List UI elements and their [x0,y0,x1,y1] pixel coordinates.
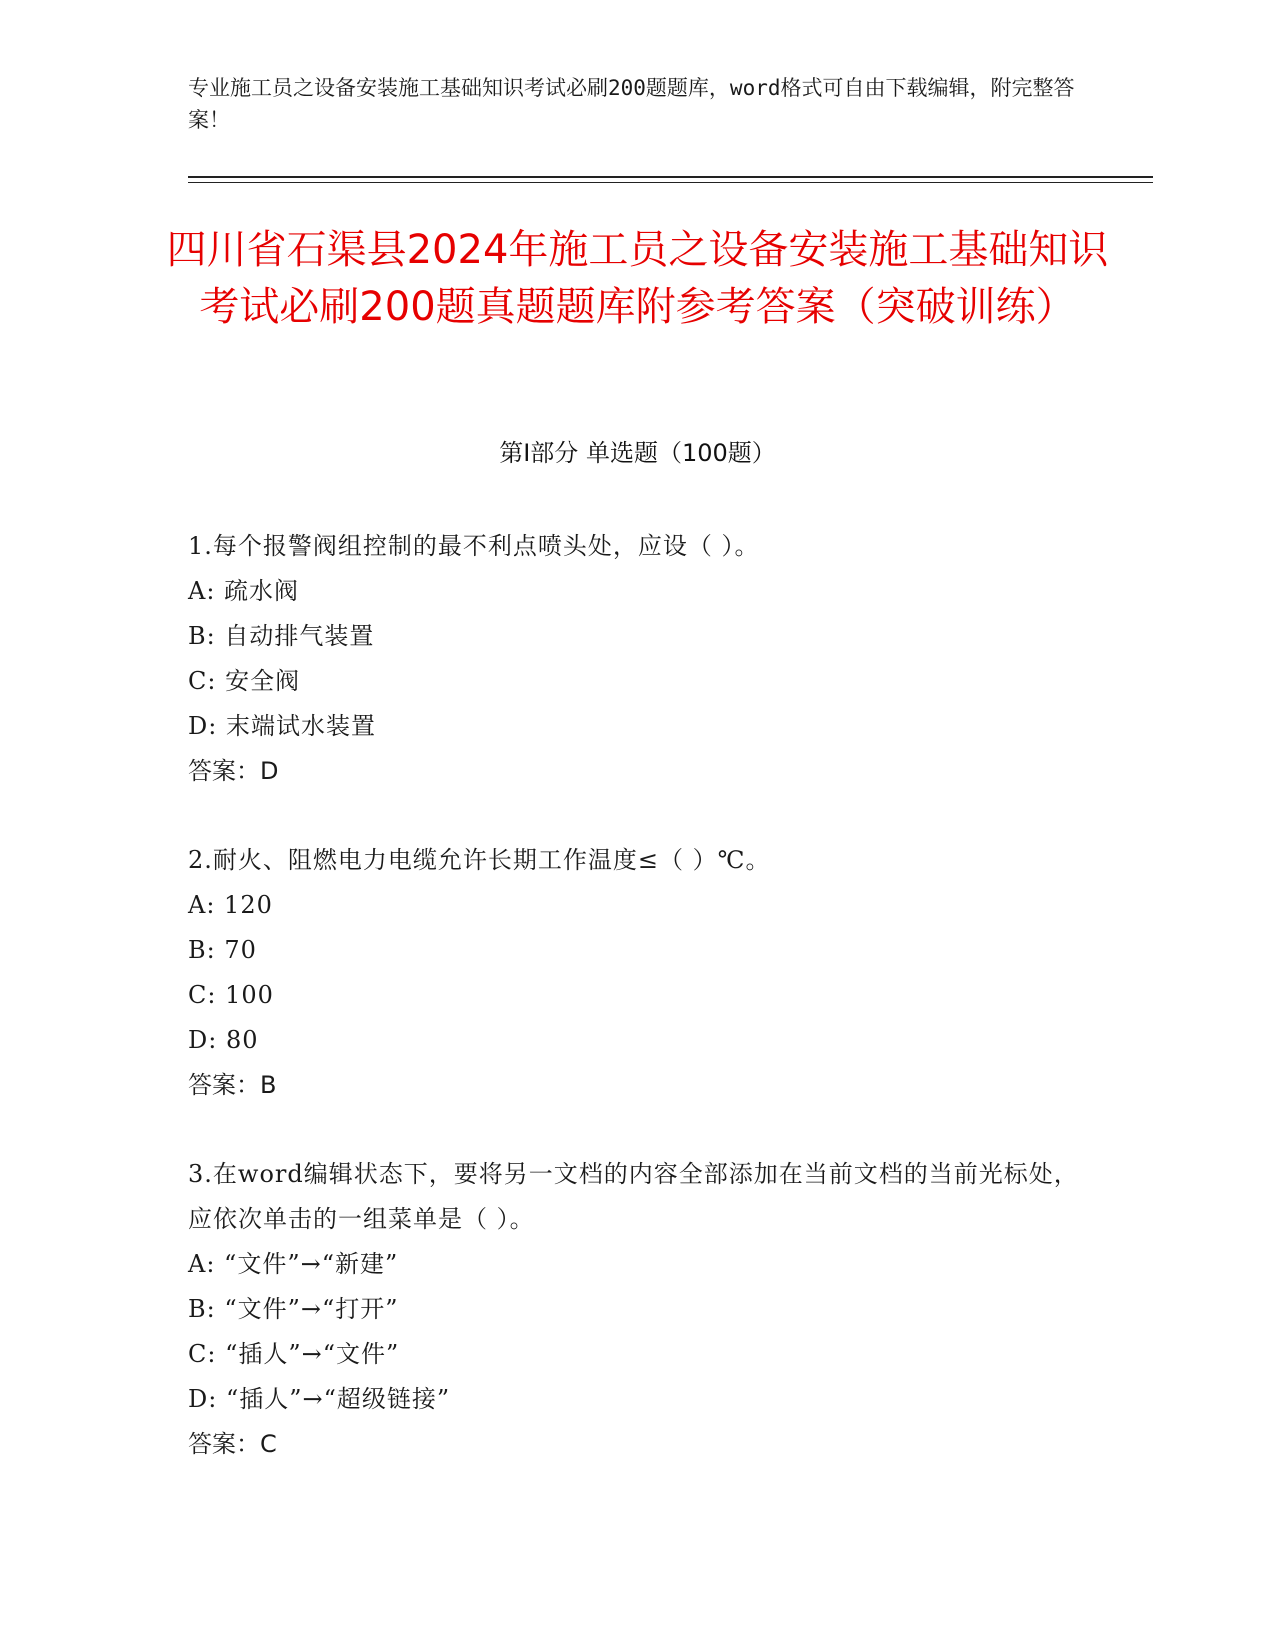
header-divider-thin [188,182,1153,183]
question-3 [188,1152,1088,1467]
question-2 [188,838,1088,1108]
option-b: B: 自动排气装置 [188,622,375,650]
question-text: 2.耐火、阻燃电力电缆允许长期工作温度≤（ ）℃。 [188,846,771,874]
option-b: B: “文件”→“打开” [188,1295,399,1323]
option-d: D: 末端试水装置 [188,712,376,740]
answer-line: 答案：D [188,757,279,785]
option-a: A: 120 [188,891,273,919]
option-c: C: 安全阀 [188,667,301,695]
answer-line: 答案：B [188,1071,277,1099]
option-c: C: “插人”→“文件” [188,1340,400,1368]
option-d: D: 80 [188,1026,259,1054]
question-list [188,524,1088,1511]
answer-line: 答案：C [188,1430,277,1458]
option-c: C: 100 [188,981,274,1009]
document-title: 四川省石渠县2024年施工员之设备安装施工基础知识考试必刷200题真题题库附参考答案（突破训练） [166,227,1109,330]
section-title: 第I部分 单选题（100题） [499,439,776,467]
question-text: 3.在word编辑状态下，要将另一文档的内容全部添加在当前文档的当前光标处，应依次单击的一组菜单是（ ）。 [188,1160,1079,1233]
header-divider-thick [188,176,1153,178]
option-d: D: “插人”→“超级链接” [188,1385,451,1413]
header-note: 专业施工员之设备安装施工基础知识考试必刷200题题库，word格式可自由下载编辑，附完整答案！ [188,76,1075,132]
option-a: A: “文件”→“新建” [188,1250,399,1278]
option-b: B: 70 [188,936,257,964]
option-a: A: 疏水阀 [188,577,300,605]
question-1 [188,524,1088,794]
question-text: 1.每个报警阀组控制的最不利点喷头处，应设（ ）。 [188,532,760,560]
